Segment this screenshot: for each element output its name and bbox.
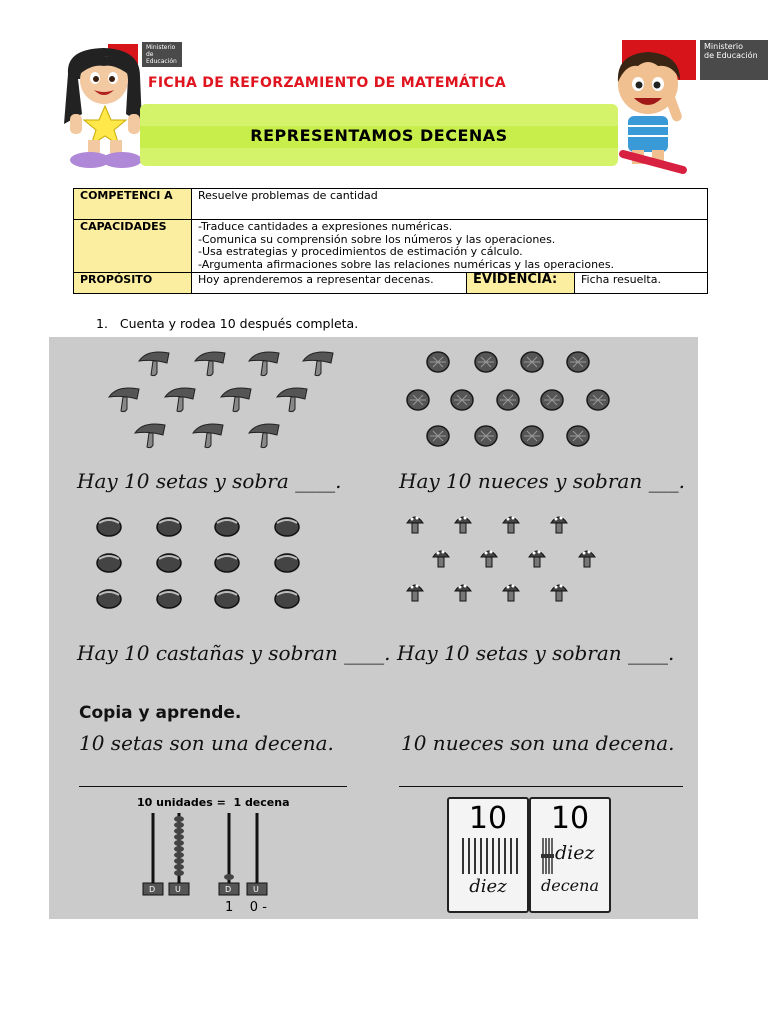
capacidad-line: -Usa estrategias y procedimientos de estimación y cálculo. xyxy=(198,245,523,258)
ministry-name-line1: Ministerio xyxy=(704,42,744,51)
ministry-name-line2: de Educación xyxy=(704,51,758,60)
card-number: 10 xyxy=(550,801,590,836)
competencia-label: COMPETENCI A xyxy=(74,189,192,220)
number-card-1 xyxy=(447,797,529,913)
copy-line-1: 10 setas son una decena. xyxy=(79,731,334,755)
bundle-icon xyxy=(537,836,557,876)
capacidad-line: -Traduce cantidades a expresiones numéricas. xyxy=(198,220,453,233)
table-row xyxy=(74,273,708,294)
abacus-label: U xyxy=(253,885,259,894)
copy-line-2: 10 nueces son una decena. xyxy=(401,731,675,755)
bundle-area xyxy=(531,836,609,876)
mushroom-group-1 xyxy=(99,347,339,457)
card-number: 10 xyxy=(468,801,508,836)
capacidad-line: -Argumenta afirmaciones sobre las relaciones numéricas y las operaciones. xyxy=(198,257,615,271)
card-word: diez xyxy=(555,842,595,864)
abacus-digits: 1 0 - xyxy=(225,900,267,915)
abacus-label: D xyxy=(149,885,156,894)
abacus-label: D xyxy=(225,885,232,894)
evidencia-value: Ficha resuelta. xyxy=(575,273,708,294)
competencia-value: Resuelve problemas de cantidad xyxy=(192,189,708,220)
instruction-text: 1. Cuenta y rodea 10 después completa. xyxy=(96,316,359,331)
number-card-2 xyxy=(529,797,611,913)
exercise-panel xyxy=(49,337,698,919)
writing-line-2 xyxy=(399,786,683,787)
table-row xyxy=(74,220,708,273)
worksheet-subtitle: REPRESENTAMOS DECENAS xyxy=(250,126,508,145)
ministry-name-large xyxy=(700,40,768,80)
exercise-q2: Hay 10 nueces y sobran ___. xyxy=(399,469,685,493)
copy-heading: Copia y aprende. xyxy=(79,703,242,723)
sticks-icon xyxy=(449,836,527,876)
exercise-q4: Hay 10 setas y sobran ____. xyxy=(397,641,675,665)
capacidades-value xyxy=(192,220,708,273)
capacidades-label: CAPACIDADES xyxy=(74,220,192,273)
ministry-name-small: Ministerio de Educación xyxy=(142,42,182,67)
nut-group xyxy=(401,347,621,457)
proposito-label: PROPÓSITO xyxy=(74,273,192,294)
card-word: diez xyxy=(469,876,507,897)
exercise-q3: Hay 10 castañas y sobran ____. xyxy=(77,641,391,665)
capacidad-line: -Comunica su comprensión sobre los números y las operaciones. xyxy=(198,232,556,246)
mushroom-group-2 xyxy=(405,511,605,611)
card-bottom-word: decena xyxy=(541,876,599,895)
proposito-value: Hoy aprenderemos a representar decenas. xyxy=(192,273,467,294)
worksheet-title: FICHA DE REFORZAMIENTO DE MATEMÁTICA xyxy=(148,75,507,91)
abacus-label: U xyxy=(175,885,181,894)
chestnut-group xyxy=(93,513,313,613)
evidencia-label: EVIDENCIA: xyxy=(467,273,575,294)
writing-line-1 xyxy=(79,786,347,787)
table-row xyxy=(74,189,708,220)
exercise-q1: Hay 10 setas y sobra ____. xyxy=(77,469,342,493)
info-table xyxy=(73,188,708,294)
abacus-caption: 10 unidades = 1 decena xyxy=(137,796,290,809)
girl-illustration xyxy=(58,44,153,172)
